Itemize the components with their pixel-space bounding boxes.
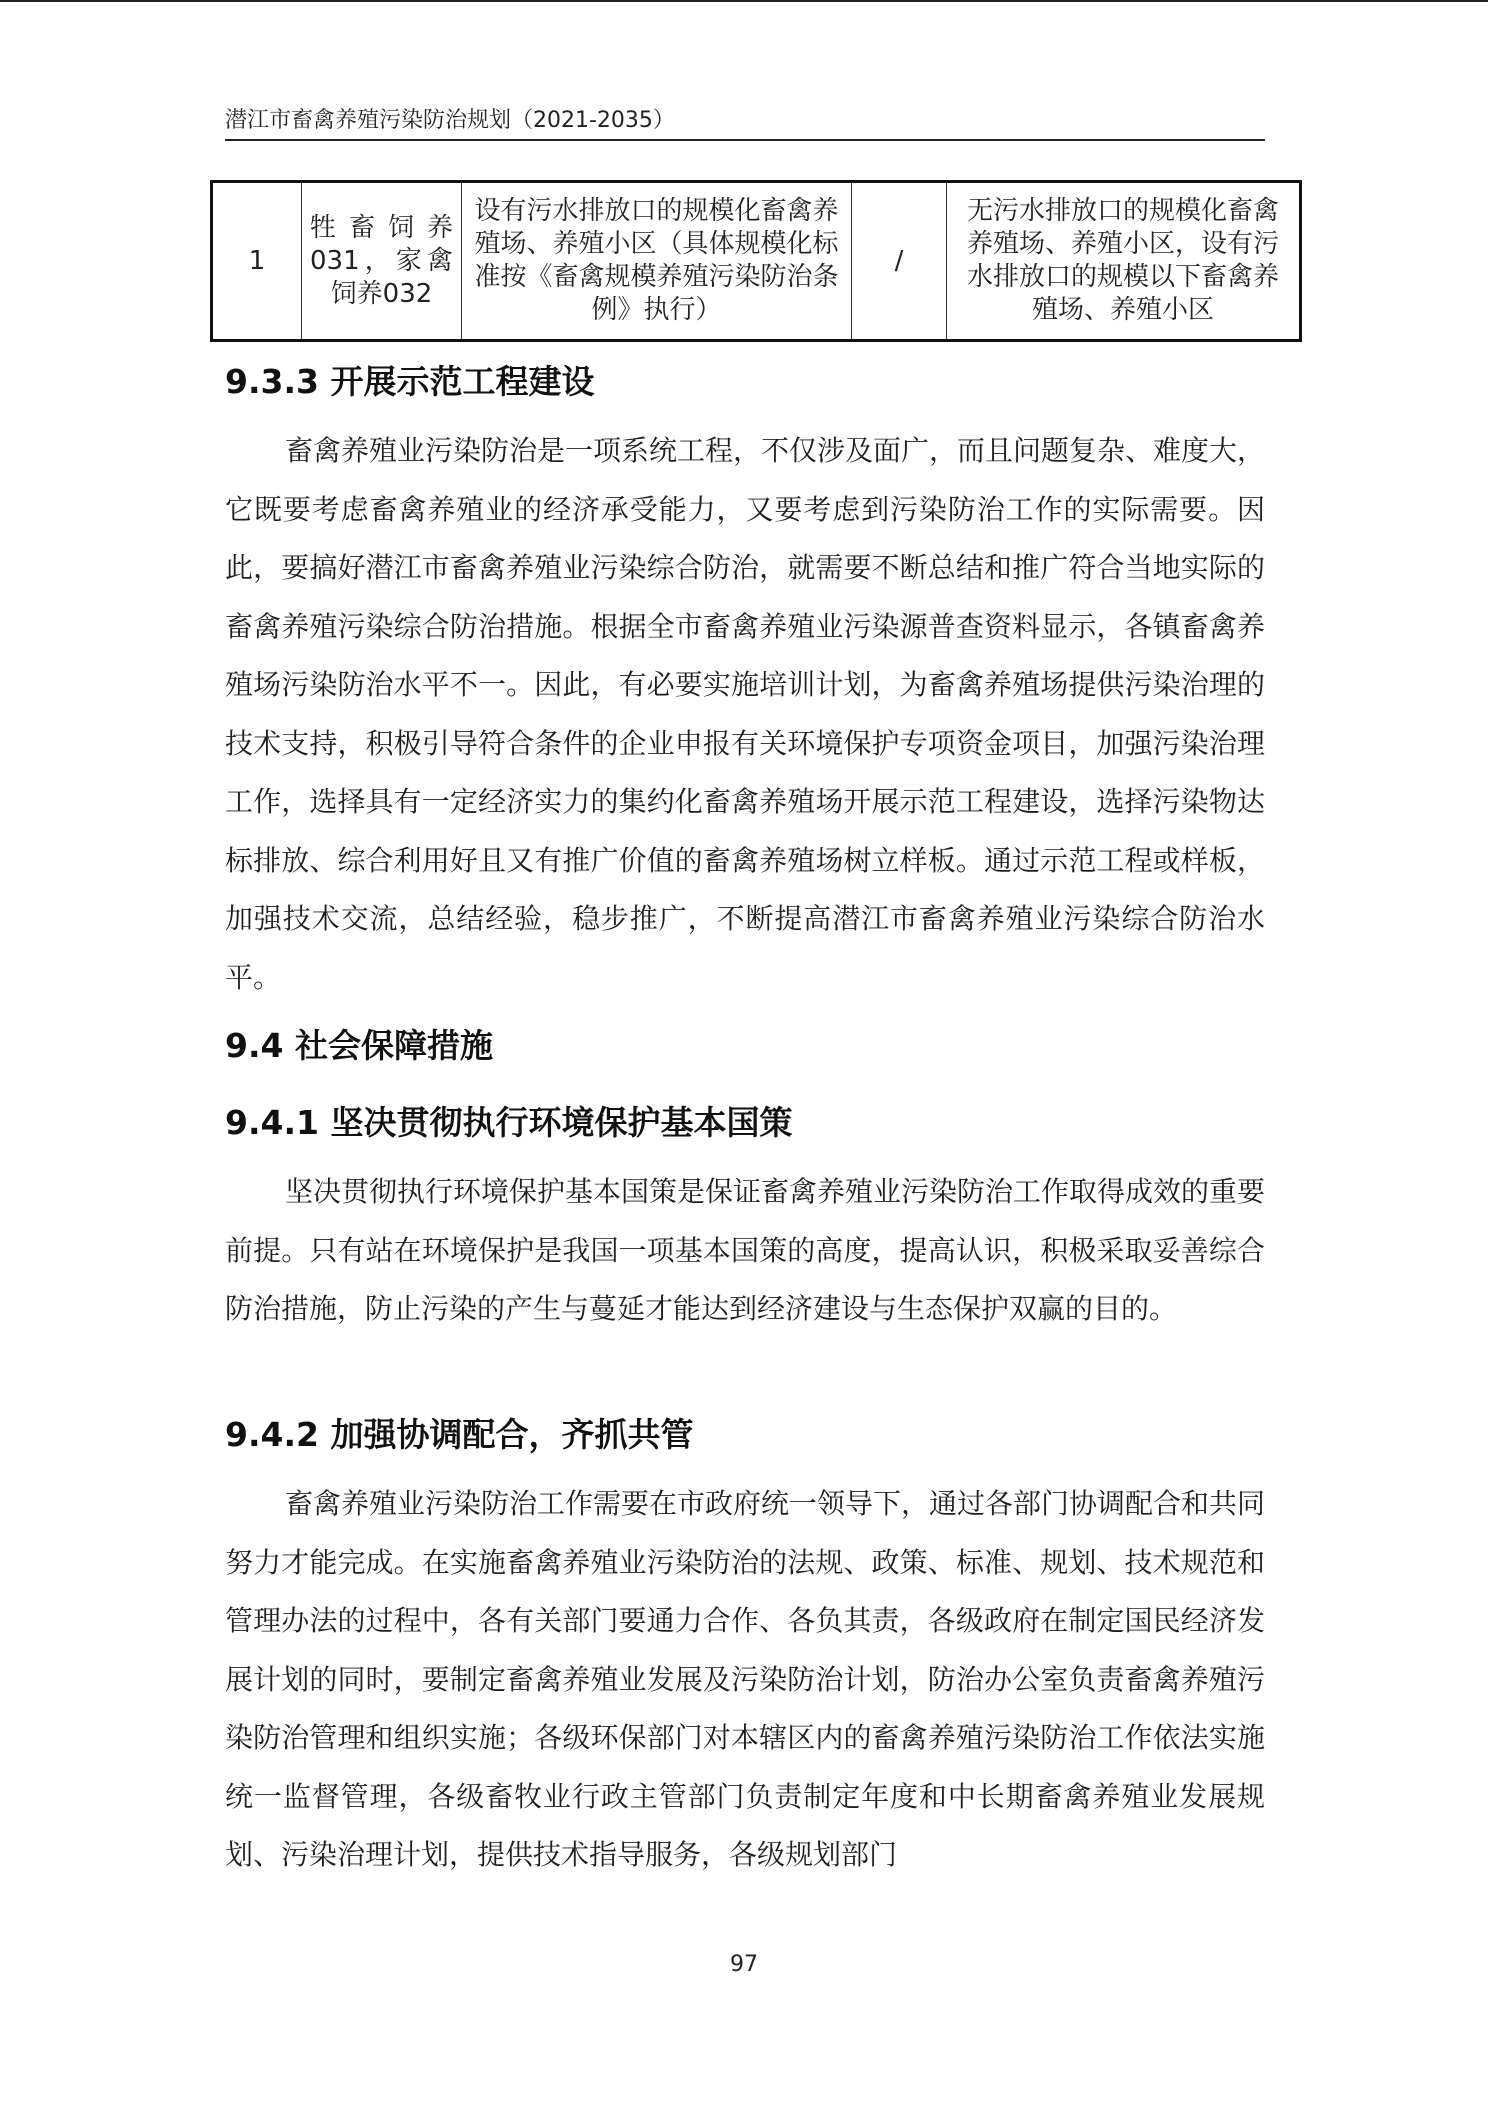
cell-registration-scope: 无污水排放口的规模化畜禽养殖场、养殖小区，设有污水排放口的规模以下畜禽养殖场、养殖小区 xyxy=(947,182,1301,341)
heading-9-4-1: 9.4.1 坚决贯彻执行环境保护基本国策 xyxy=(225,1103,793,1142)
classification-table xyxy=(210,180,1302,342)
paragraph-9-3-3: 畜禽养殖业污染防治是一项系统工程，不仅涉及面广，而且问题复杂、难度大，它既要考虑畜禽养殖业的经济承受能力，又要考虑到污染防治工作的实际需要。因此，要搞好潜江市畜禽养殖业污染综合防治，就需要不断总结和推广符合当地实际的畜禽养殖污染综合防治措施。根据全市畜禽养殖业污染源普查资料显示，各镇畜禽养殖场污染防治水平不一。因此，有必要实施培训计划，为畜禽养殖场提供污染治理的技术支持，积极引导符合条件的企业申报有关环境保护专项资金项目，加强污染治理工作，选择具有一定经济实力的集约化畜禽养殖场开展示范工程建设，选择污染物达标排放、综合利用好且又有推广价值的畜禽养殖场树立样板。通过示范工程或样板，加强技术交流，总结经验，稳步推广，不断提高潜江市畜禽养殖业污染综合防治水平。 xyxy=(225,434,1266,994)
top-border-line xyxy=(0,0,1488,2)
heading-9-4: 9.4 社会保障措施 xyxy=(225,1026,493,1065)
cell-category: 牲畜饲养031，家禽饲养032 xyxy=(302,182,462,341)
page-number: 97 xyxy=(730,1952,758,1977)
heading-9-3-3: 9.3.3 开展示范工程建设 xyxy=(225,362,595,401)
paragraph-9-4-2: 畜禽养殖业污染防治工作需要在市政府统一领导下，通过各部门协调配合和共同努力才能完成。在实施畜禽养殖业污染防治的法规、政策、标准、规划、技术规范和管理办法的过程中，各有关部门要通力合作、各负其责，各级政府在制定国民经济发展计划的同时，要制定畜禽养殖业发展及污染防治计划，防治办公室负责畜禽养殖污染防治管理和组织实施；各级环保部门对本辖区内的畜禽养殖污染防治工作依法实施统一监督管理，各级畜牧业行政主管部门负责制定年度和中长期畜禽养殖业发展规划、污染治理计划，提供技术指导服务，各级规划部门 xyxy=(225,1487,1266,1871)
running-header: 潜江市畜禽养殖污染防治规划（2021-2035） xyxy=(225,106,1265,141)
cell-key-scope: 设有污水排放口的规模化畜禽养殖场、养殖小区（具体规模化标准按《畜禽规模养殖污染防治条例》执行） xyxy=(462,182,852,341)
cell-simplified-scope: / xyxy=(852,182,947,341)
heading-9-4-2: 9.4.2 加强协调配合，齐抓共管 xyxy=(225,1415,694,1454)
cell-index: 1 xyxy=(212,182,302,341)
table-row xyxy=(212,182,1301,341)
paragraph-9-4-1: 坚决贯彻执行环境保护基本国策是保证畜禽养殖业污染防治工作取得成效的重要前提。只有站在环境保护是我国一项基本国策的高度，提高认识，积极采取妥善综合防治措施，防止污染的产生与蔓延才能达到经济建设与生态保护双赢的目的。 xyxy=(225,1175,1266,1325)
